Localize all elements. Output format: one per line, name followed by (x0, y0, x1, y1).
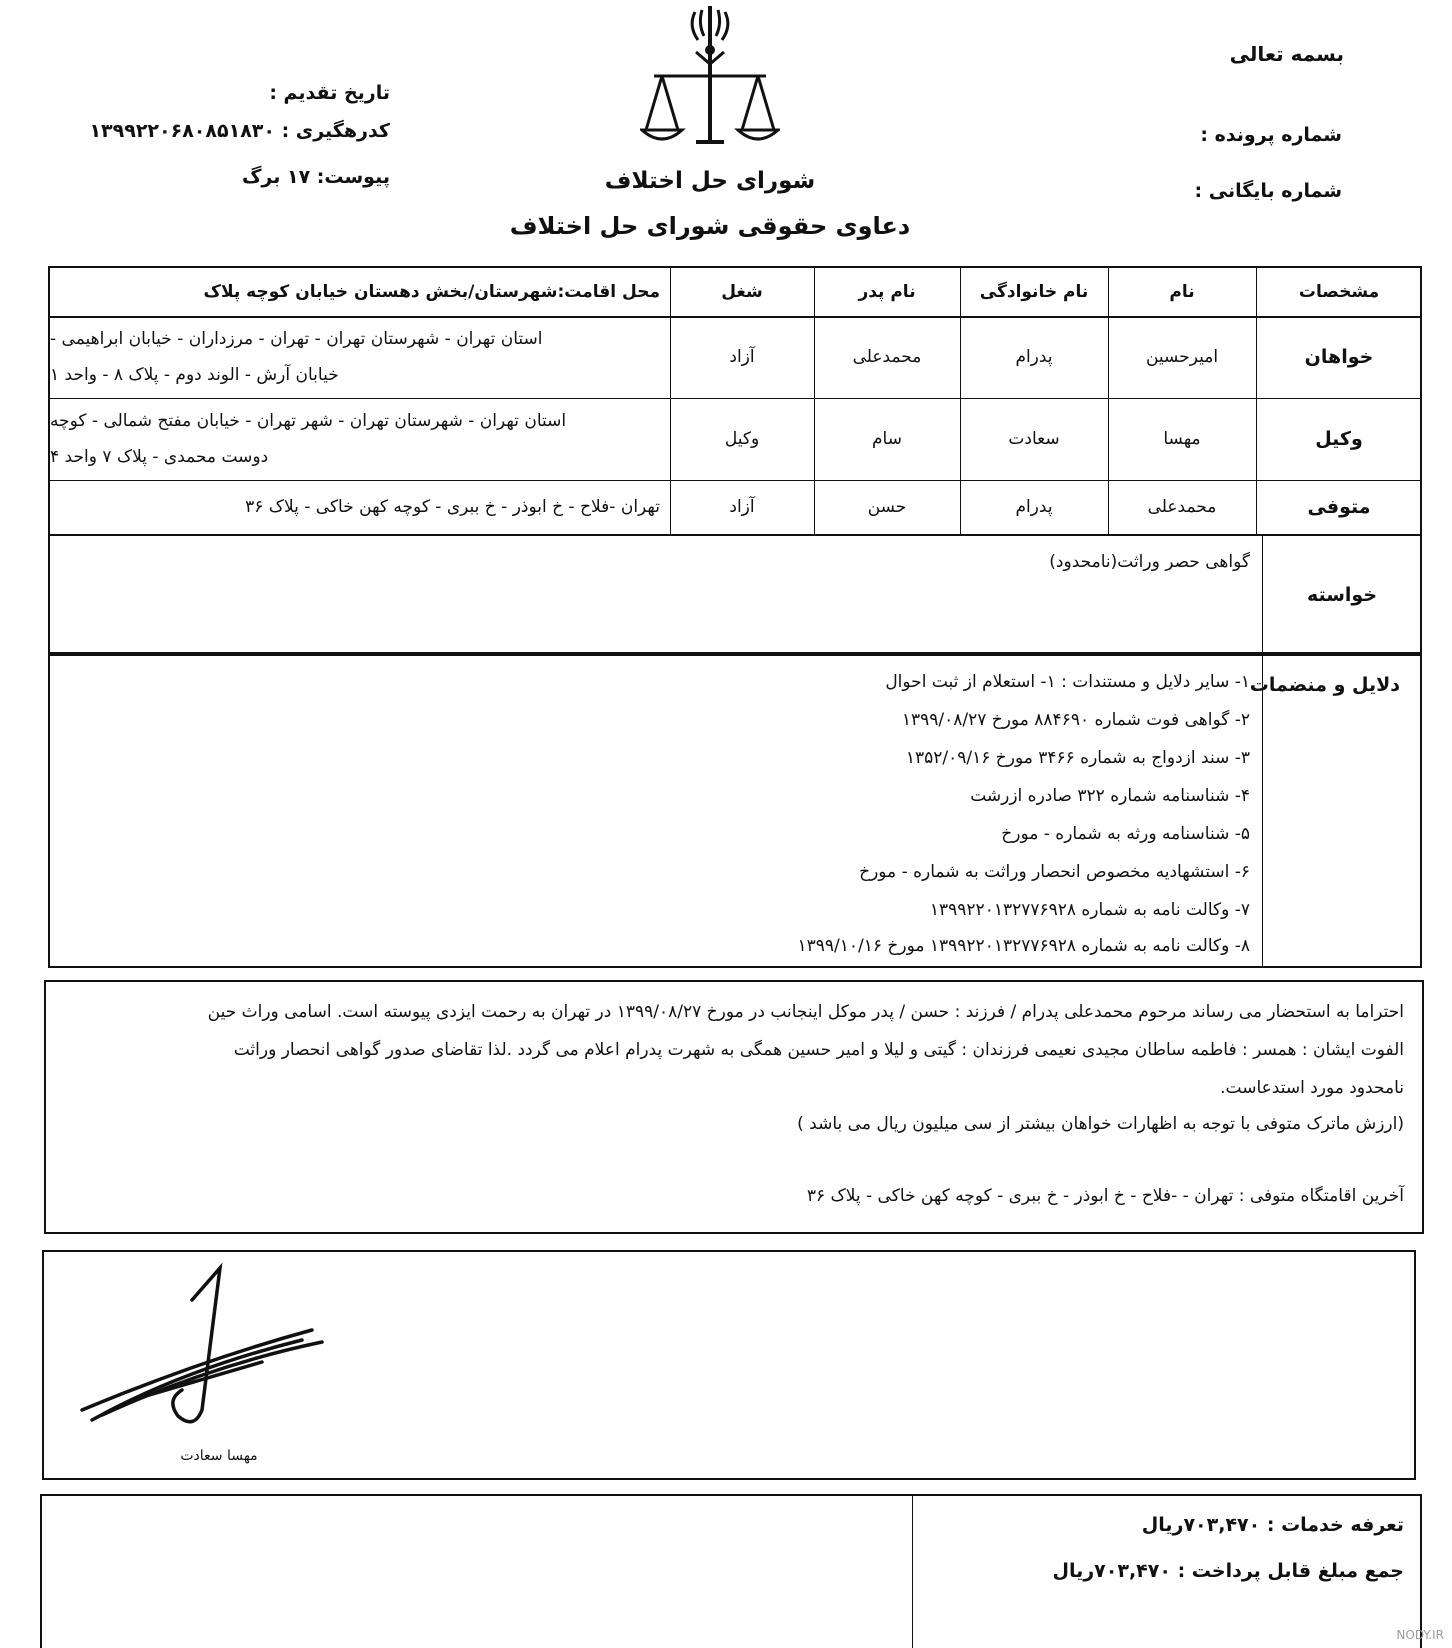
row-attorney-role: وکیل (1315, 428, 1363, 450)
row-deceased-role: متوفی (1307, 496, 1371, 518)
evidence-item: ۵- شناسنامه ورثه به شماره - مورخ (1001, 824, 1250, 844)
tracking-code: کدرهگیری : ۱۳۹۹۲۲۰۶۸۰۸۵۱۸۳۰ (89, 120, 390, 142)
header-last-name: نام خانوادگی (979, 282, 1089, 302)
evidence-item: ۷- وکالت نامه به شماره ۱۳۹۹۲۲۰۱۳۲۷۷۶۹۲۸ (929, 900, 1250, 920)
service-fee: تعرفه خدمات : ۷۰۳,۴۷۰ریال (1141, 1514, 1404, 1536)
claim-title: دعاوی حقوقی شورای حل اختلاف (509, 212, 911, 240)
header-father-name: نام پدر (858, 282, 916, 302)
narrative-line: احتراما به استحضار می رساند مرحوم محمدعلی پدرام / فرزند : حسن / پدر موکل اینجانب در مورخ ۱۳۹۹/۰۸/۲۷ در تهران به رحمت ایزدی پیوسته است. اسامی وراث حین (207, 1002, 1404, 1022)
row-plaintiff-father-name: محمدعلی (852, 347, 922, 367)
evidence-item: ۴- شناسنامه شماره ۳۲۲ صادره ازرشت (970, 786, 1250, 806)
narrative-line: نامحدود مورد استدعاست. (1220, 1078, 1404, 1098)
bismillah-heading: بسمه تعالی (1229, 42, 1344, 66)
row-plaintiff-last-name: پدرام (1015, 347, 1053, 367)
submission-date-label: تاریخ تقدیم : (269, 82, 390, 104)
row-deceased-last-name: پدرام (1015, 497, 1053, 517)
evidence-item: ۳- سند ازدواج به شماره ۳۴۶۶ مورخ ۱۳۵۲/۰۹/۱۶ (905, 748, 1250, 768)
narrative-box (44, 980, 1424, 1234)
row-plaintiff-residence-line1: استان تهران - شهرستان تهران - تهران - مرزداران - خیابان ابراهیمی - (50, 329, 543, 349)
row-plaintiff-residence (50, 316, 670, 398)
row-attorney-last-name: سعادت (1008, 429, 1060, 449)
row-attorney-occupation: وکیل (724, 429, 760, 449)
attachment-count: پیوست: ۱۷ برگ (241, 166, 390, 188)
signature-icon (62, 1260, 362, 1440)
evidence-label: دلایل و منضمات (1249, 674, 1400, 696)
evidence-box (48, 654, 1422, 968)
row-attorney-residence-line1: استان تهران - شهرستان تهران - شهر تهران - خیابان مفتح شمالی - کوچه (50, 411, 567, 431)
scales-of-justice-icon (640, 2, 780, 150)
row-plaintiff-first-name: امیرحسین (1145, 347, 1219, 367)
parties-table (48, 266, 1422, 536)
row-attorney-first-name: مهسا (1163, 429, 1201, 449)
request-label: خواسته (1306, 584, 1378, 606)
row-deceased-father-name: حسن (867, 497, 907, 517)
row-attorney-father-name: سام (872, 429, 902, 449)
row-attorney-residence (50, 398, 670, 480)
archive-number-label: شماره بایگانی : (1194, 180, 1342, 202)
row-deceased-residence: تهران -فلاح - خ ابوذر - خ ببری - کوچه کهن خاکی - پلاک ۳۶ (245, 497, 660, 517)
fees-box (40, 1494, 1422, 1648)
header-role: مشخصات (1298, 282, 1380, 302)
council-name: شورای حل اختلاف (604, 168, 816, 194)
row-plaintiff-occupation: آزاد (729, 347, 755, 367)
row-deceased-first-name: محمدعلی (1147, 497, 1217, 517)
header-occupation: شغل (721, 282, 763, 302)
row-plaintiff-role: خواهان (1304, 346, 1374, 368)
narrative-line: الفوت ایشان : همسر : فاطمه ساطان مجیدی نعیمی فرزندان : گیتی و لیلا و امیر حسین همگی به شهرت پدرام اعلام می گردد .لذا تقاضای صدور گواهی انحصار وراثت (233, 1040, 1404, 1060)
header-first-name: نام (1169, 282, 1195, 302)
evidence-item: ۲- گواهی فوت شماره ۸۸۴۶۹۰ مورخ ۱۳۹۹/۰۸/۲۷ (901, 710, 1250, 730)
last-residence-line: آخرین اقامتگاه متوفی : تهران - -فلاح - خ ابوذر - خ ببری - کوچه کهن خاکی - پلاک ۳۶ (806, 1186, 1404, 1206)
request-box (48, 536, 1422, 654)
evidence-item: ۱- سایر دلایل و مستندات : ۱- استعلام از ثبت احوال (885, 672, 1250, 692)
header-residence: محل اقامت:شهرستان/بخش دهستان خیابان کوچه پلاک (203, 282, 660, 302)
request-value: گواهی حصر وراثت(نامحدود) (1049, 552, 1250, 572)
narrative-line: (ارزش ماترک متوفی با توجه به اظهارات خواهان بیشتر از سی میلیون ریال می باشد ) (797, 1114, 1404, 1134)
row-deceased-occupation: آزاد (729, 497, 755, 517)
signer-name: مهسا سعادت (180, 1448, 258, 1464)
case-number-label: شماره پرونده : (1200, 124, 1342, 146)
signature-box (42, 1250, 1416, 1480)
evidence-item: ۸- وکالت نامه به شماره ۱۳۹۹۲۲۰۱۳۲۷۷۶۹۲۸ مورخ ۱۳۹۹/۱۰/۱۶ (797, 936, 1250, 956)
row-attorney-residence-line2: دوست محمدی - پلاک ۷ واحد ۴ (50, 447, 269, 467)
row-plaintiff-residence-line2: خیابان آرش - الوند دوم - پلاک ۸ - واحد ۱ (50, 365, 339, 385)
total-payable: جمع مبلغ قابل پرداخت : ۷۰۳,۴۷۰ریال (1052, 1560, 1404, 1582)
watermark: NODY.IR (1396, 1628, 1444, 1642)
evidence-item: ۶- استشهادیه مخصوص انحصار وراثت به شماره - مورخ (859, 862, 1250, 882)
